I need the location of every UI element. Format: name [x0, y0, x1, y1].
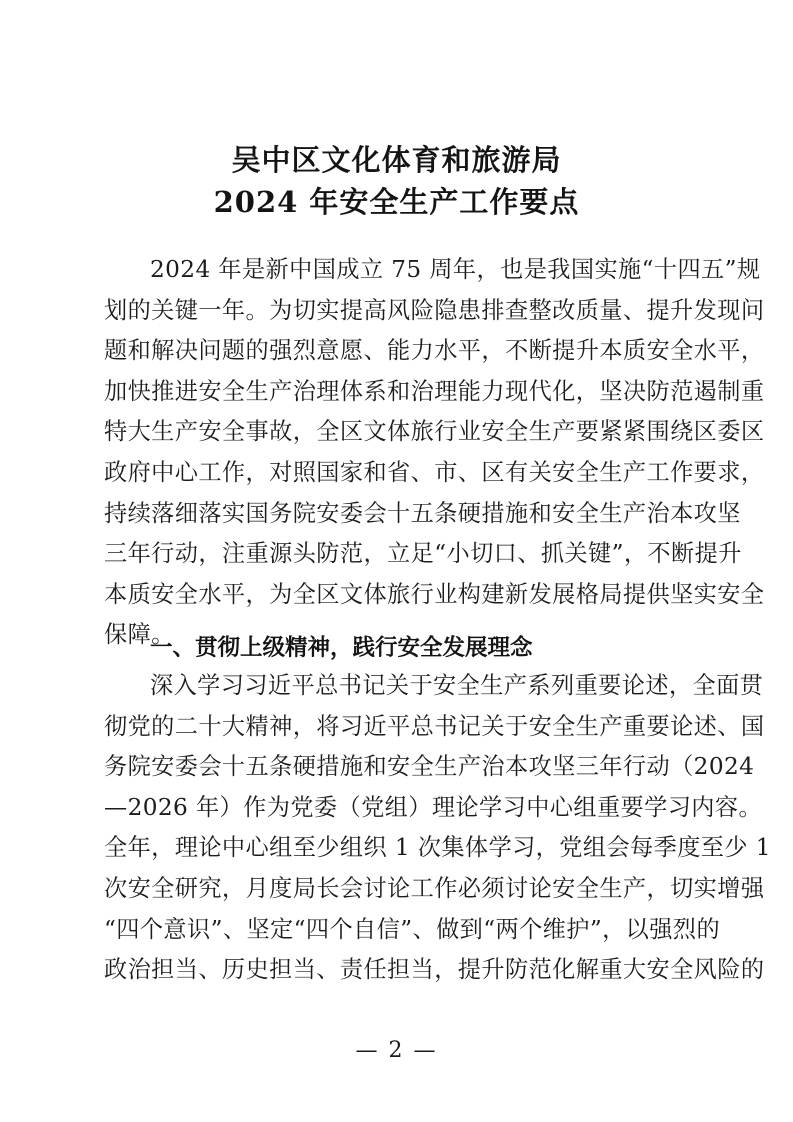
paragraph-line: 题和解决问题的强烈意愿、能力水平，不断提升本质安全水平，	[104, 337, 765, 365]
paragraph-line: 特大生产安全事故，全区文体旅行业安全生产要紧紧围绕区委区	[104, 418, 765, 446]
paragraph-line: 次安全研究，月度局长会讨论工作必须讨论安全生产，切实增强	[104, 874, 765, 902]
intro-paragraph	[104, 250, 765, 656]
paragraph-line: 本质安全水平，为全区文体旅行业构建新发展格局提供坚实安全	[104, 580, 765, 608]
paragraph-line: 三年行动，注重源头防范，立足“小切口、抓关键”，不断提升	[104, 540, 742, 568]
paragraph-line: 务院安委会十五条硬措施和安全生产治本攻坚三年行动（2024	[104, 753, 755, 781]
paragraph-line: “四个意识”、坚定“四个自信”、做到“两个维护”，以强烈的	[104, 915, 721, 943]
paragraph-line: 2024 年是新中国成立 75 周年，也是我国实施“十四五”规	[150, 256, 761, 283]
paragraph-line: 保障。	[104, 621, 175, 649]
page-number: — 2 —	[355, 1038, 438, 1063]
section1-paragraph	[104, 666, 771, 991]
paragraph-line: 政治担当、历史担当、责任担当，提升防范化解重大安全风险的	[104, 956, 765, 984]
paragraph-line: 持续落细落实国务院安委会十五条硬措施和安全生产治本攻坚	[104, 499, 741, 527]
document-title-line2: 2024 年安全生产工作要点	[213, 185, 580, 219]
paragraph-line: 彻党的二十大精神，将习近平总书记关于安全生产重要论述、国	[104, 712, 765, 740]
paragraph-line: 全年，理论中心组至少组织 1 次集体学习，党组会每季度至少 1	[104, 834, 771, 862]
section-heading-1: 一、贯彻上级精神，践行安全发展理念	[150, 635, 533, 661]
document-title-line1: 吴中区文化体育和旅游局	[231, 143, 562, 177]
paragraph-line: 深入学习习近平总书记关于安全生产系列重要论述，全面贯	[150, 672, 764, 699]
paragraph-line: 加快推进安全生产治理体系和治理能力现代化，坚决防范遏制重	[104, 377, 765, 405]
paragraph-line: 划的关键一年。为切实提高风险隐患排查整改质量、提升发现问	[104, 296, 765, 324]
paragraph-line: —2026 年）作为党委（党组）理论学习中心组重要学习内容。	[104, 793, 763, 821]
paragraph-line: 政府中心工作，对照国家和省、市、区有关安全生产工作要求，	[104, 458, 765, 486]
